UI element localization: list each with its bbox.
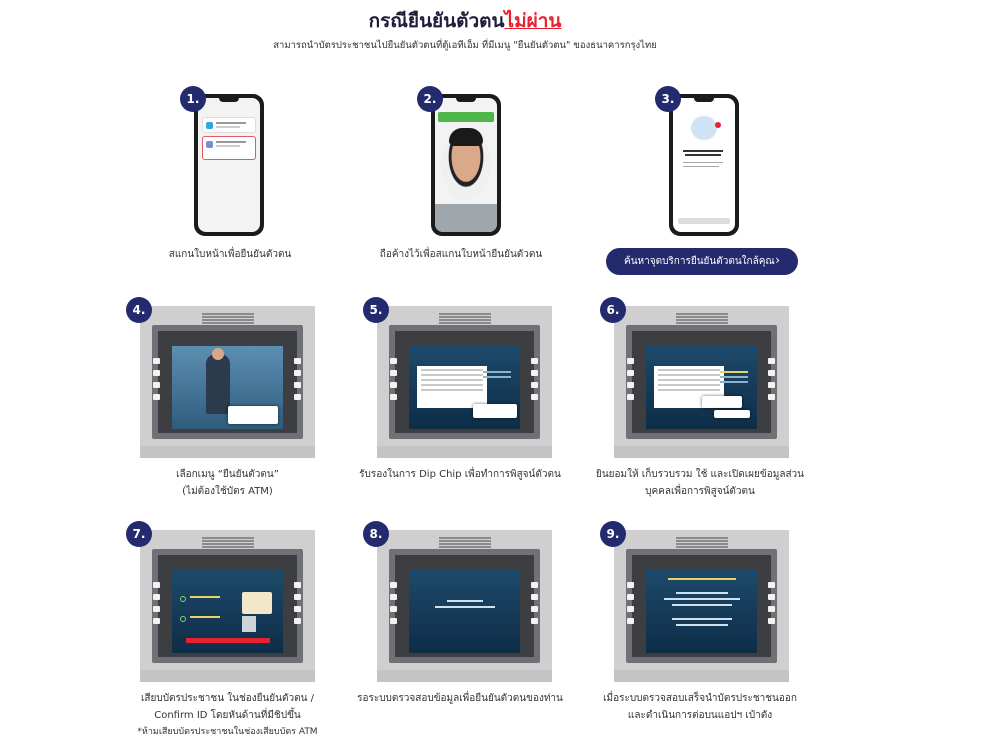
caption-line: เลือกเมนู “ยืนยันตัวตน” — [176, 469, 279, 480]
page-subtitle: สามารถนำบัตรประชาชนไปยืนยันตัวตนที่ตู้เอทีเอ็ม ที่มีเมนู "ยืนยันตัวตน" ของธนาคารกรุงไทย — [273, 40, 657, 51]
caption-line: รอระบบตรวจสอบข้อมูลเพื่อยืนยันตัวตนของท่าน — [357, 693, 563, 704]
page-title — [0, 6, 930, 36]
atm-illustration-9 — [614, 530, 789, 682]
caption-line: รับรองในการ Dip Chip เพื่อทำการพิสูจน์ตัวตน — [359, 469, 561, 480]
phone-mockup-2 — [431, 94, 501, 236]
phone-mockup-3 — [669, 94, 739, 236]
title-main: กรณียืนยันตัวตน — [368, 10, 505, 32]
step-badge-9: 9. — [600, 521, 626, 547]
id-card-icon — [242, 592, 272, 614]
check-circle-icon — [180, 616, 186, 622]
atm-illustration-8 — [377, 530, 552, 682]
step-caption-7 — [110, 690, 345, 735]
user-avatar-icon — [691, 116, 717, 140]
caption-line: และดำเนินการต่อบนแอปฯ เป๋าตัง — [627, 710, 773, 721]
caption-line: เสียบบัตรประชาชน ในช่องยืนยันตัวตน / — [140, 693, 314, 704]
check-circle-icon — [180, 596, 186, 602]
step-caption-2 — [346, 246, 576, 263]
step-badge-4: 4. — [126, 297, 152, 323]
step-caption-1 — [120, 246, 340, 263]
step-badge-2: 2. — [417, 86, 443, 112]
find-service-point-button[interactable] — [606, 248, 798, 275]
step-caption-8 — [340, 690, 580, 707]
step-caption-6 — [585, 466, 815, 500]
step-caption-5 — [340, 466, 580, 483]
card-slot-icon — [242, 616, 256, 632]
alert-icon — [715, 122, 721, 128]
caption-line: สแกนใบหน้าเพื่อยืนยันตัวตน — [168, 249, 292, 260]
consent-check-icon — [702, 396, 742, 408]
caption-line: ถือค้างไว้เพื่อสแกนใบหน้ายืนยันตัวตน — [379, 249, 543, 260]
step-badge-7: 7. — [126, 521, 152, 547]
step-badge-5: 5. — [363, 297, 389, 323]
accept-check-icon — [473, 404, 517, 418]
atm-illustration-4 — [140, 306, 315, 458]
confirm-id-menu-icon — [228, 406, 278, 424]
caption-line: เมื่อระบบตรวจสอบเสร็จนำบัตรประชาชนออก — [603, 693, 797, 704]
step-caption-4 — [110, 466, 345, 500]
caption-line: Confirm ID โดยหันด้านที่มีชิปขึ้น — [154, 710, 301, 721]
step-caption-9 — [585, 690, 815, 724]
caption-line: ยินยอมให้ เก็บรวบรวม ใช้ และเปิดเผยข้อมูลส่วน — [595, 469, 805, 480]
caption-line: (ไม่ต้องใช้บัตร ATM) — [182, 486, 273, 497]
caption-line: *ห้ามเสียบบัตรประชาชนในช่องเสียบบัตร ATM — [137, 727, 318, 735]
phone-mockup-1 — [194, 94, 264, 236]
chevron-right-icon: › — [775, 253, 780, 267]
title-accent: ไม่ผ่าน — [504, 10, 562, 32]
step-badge-3: 3. — [655, 86, 681, 112]
find-button-label: ค้นหาจุดบริการยืนยันตัวตนใกล้คุณ — [624, 256, 775, 267]
atm-illustration-7 — [140, 530, 315, 682]
step-badge-1: 1. — [180, 86, 206, 112]
caption-line: บุคคลเพื่อการพิสูจน์ตัวตน — [645, 486, 755, 497]
atm-illustration-6 — [614, 306, 789, 458]
step-badge-8: 8. — [363, 521, 389, 547]
step-badge-6: 6. — [600, 297, 626, 323]
atm-illustration-5 — [377, 306, 552, 458]
